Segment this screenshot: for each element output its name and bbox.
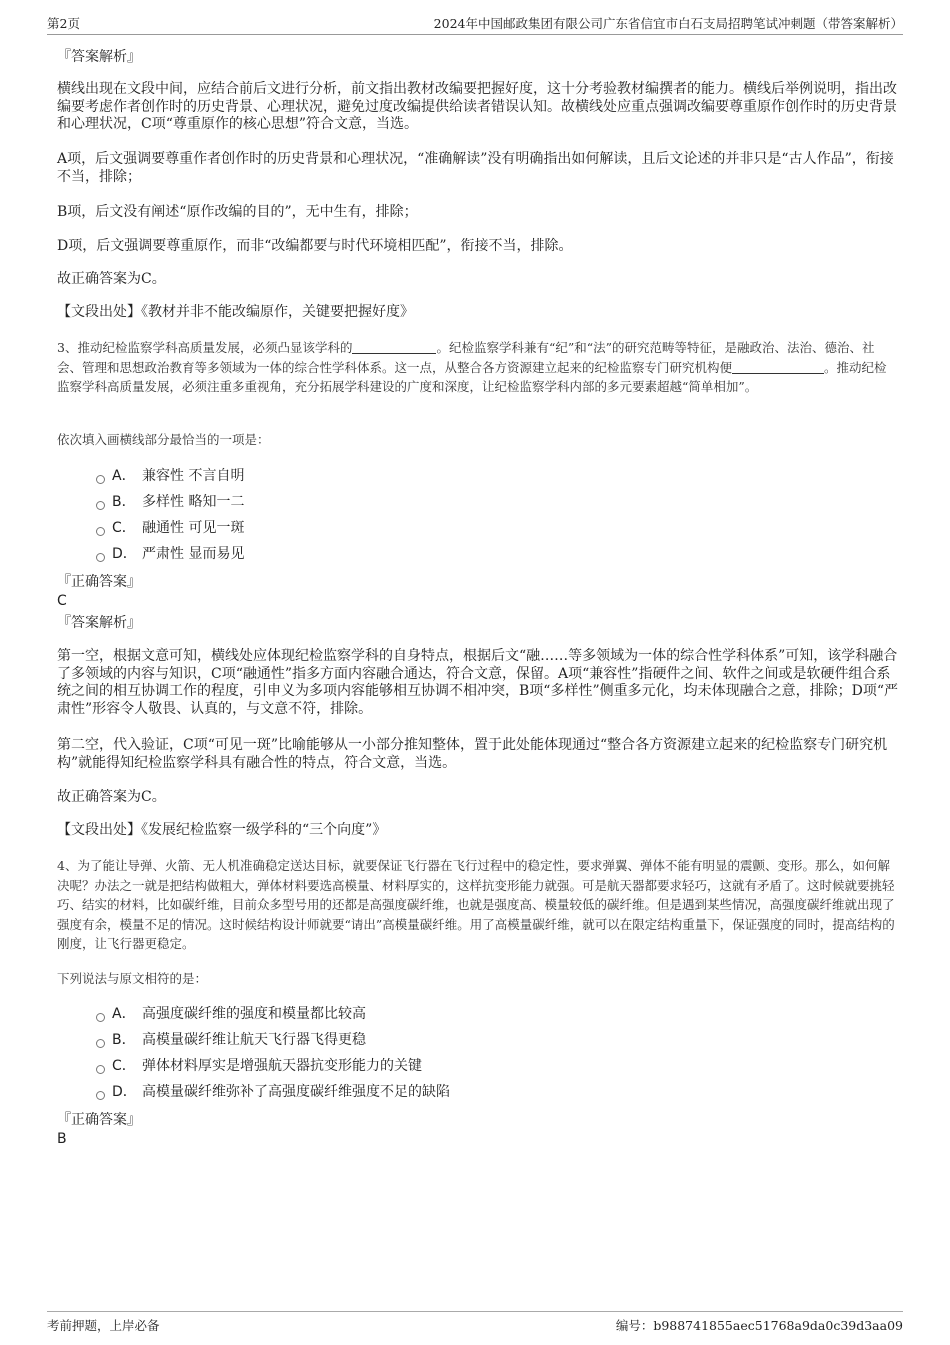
- q3-analysis-label: 『答案解析』: [57, 615, 141, 631]
- q2-analysis-p1: 横线出现在文段中间，应结合前后文进行分析，前文指出教材改编要把握好度，这十分考验教材编撰者的能力。横线后举例说明，指出改编要考虑作者创作时的历史背景、心理状况，避免过度改编提供给读者错误认知。故横线处应重点强调改编要尊重原作创作时的历史背景和心理状况，C项“尊重原作的核心思想”符合文意，当选。: [57, 81, 897, 132]
- q2-analysis-p2: A项，后文强调要尊重作者创作时的历史背景和心理状况，“准确解读”没有明确指出如何解读，且后文论述的并非只是“古人作品”，衔接不当，排除；: [57, 151, 894, 185]
- document-id: 编号：b988741855aec51768a9da0c39d3aa09: [615, 1318, 903, 1333]
- q3-stem: [57, 338, 899, 397]
- page-number: 第2页: [47, 16, 80, 31]
- q3-option-c[interactable]: C． 融通性 可见一斑: [96, 518, 244, 538]
- page-header: [47, 14, 903, 35]
- radio-button[interactable]: [96, 1013, 105, 1022]
- q3-answer: C: [57, 593, 67, 609]
- q3-blank-1: [352, 340, 436, 354]
- q3-prompt: 依次填入画横线部分最恰当的一项是：: [57, 432, 270, 447]
- q4-option-d[interactable]: D． 高模量碳纤维弥补了高强度碳纤维强度不足的缺陷: [96, 1082, 450, 1102]
- q4-option-b[interactable]: B． 高模量碳纤维让航天飞行器飞得更稳: [96, 1030, 366, 1050]
- document-title: 2024年中国邮政集团有限公司广东省信宜市白石支局招聘笔试冲刺题（带答案解析）: [433, 16, 903, 31]
- radio-button[interactable]: [96, 553, 105, 562]
- radio-button[interactable]: [96, 1065, 105, 1074]
- q3-blank-2: [732, 360, 824, 374]
- q2-source: 【文段出处】《教材并非不能改编原作，关键要把握好度》: [57, 304, 414, 320]
- radio-button[interactable]: [96, 501, 105, 510]
- q4-answer: B: [57, 1131, 67, 1147]
- q3-source: 【文段出处】《发展纪检监察一级学科的“三个向度”》: [57, 822, 387, 838]
- footer-slogan: 考前押题，上岸必备: [47, 1318, 160, 1333]
- radio-button[interactable]: [96, 527, 105, 536]
- q3-option-a[interactable]: A． 兼容性 不言自明: [96, 466, 244, 486]
- q4-prompt: 下列说法与原文相符的是：: [57, 971, 208, 986]
- q4-option-c[interactable]: C． 弹体材料厚实是增强航天器抗变形能力的关键: [96, 1056, 422, 1076]
- radio-button[interactable]: [96, 475, 105, 484]
- radio-button[interactable]: [96, 1091, 105, 1100]
- q3-analysis-p1: 第一空，根据文意可知，横线处应体现纪检监察学科的自身特点，根据后文“融……等多领域为一体的综合性学科体系”可知，该学科融合了多领域的内容与知识，C项“融通性”指多方面内容融合通达，符合文意，保留。A项“兼容性”指硬件之间、软件之间或是软硬件组合系统之间的相互协调工作的程度，引申义为多项内容能够相互协调不相冲突，B项“多样性”侧重多元化，均未体现融合之意，排除；D项“严肃性”形容令人敬畏、认真的，与文意不符，排除。: [57, 648, 898, 717]
- radio-button[interactable]: [96, 1039, 105, 1048]
- page-footer: [47, 1311, 903, 1336]
- q2-conclusion: 故正确答案为C。: [57, 271, 166, 287]
- q3-answer-label: 『正确答案』: [57, 574, 141, 590]
- q2-analysis-label: 『答案解析』: [57, 49, 141, 65]
- q3-option-d[interactable]: D． 严肃性 显而易见: [96, 544, 244, 564]
- q3-option-b[interactable]: B． 多样性 略知一二: [96, 492, 244, 512]
- q3-stem-part-c: 。推动纪检监察学科高质量发展，必须注重多重视角，充分拓展学科建设的广度和深度，让纪检监察学科内部的多元要素超越“简单相加”。: [57, 359, 887, 394]
- q3-stem-part-b: 。纪检监察学科兼有“纪”和“法”的研究范畴等特征，是融政治、法治、德治、社会、管理和思想政治教育等多领域为一体的综合性学科体系。这一点，从整合各方资源建立起来的纪检监察专门研究机构便: [57, 340, 875, 375]
- q2-analysis-p4: D项，后文强调要尊重原作，而非“改编都要与时代环境相匹配”，衔接不当，排除。: [57, 238, 573, 254]
- q4-option-a[interactable]: A． 高强度碳纤维的强度和模量都比较高: [96, 1004, 366, 1024]
- q4-answer-label: 『正确答案』: [57, 1112, 141, 1128]
- q2-analysis-p3: B项，后文没有阐述“原作改编的目的”，无中生有，排除；: [57, 204, 418, 220]
- q3-analysis-p2: 第二空，代入验证，C项“可见一斑”比喻能够从一小部分推知整体，置于此处能体现通过“整合各方资源建立起来的纪检监察专门研究机构”就能得知纪检监察学科具有融合性的特点，符合文意，当选。: [57, 737, 888, 771]
- q3-conclusion: 故正确答案为C。: [57, 789, 166, 805]
- q3-stem-part-a: 3、推动纪检监察学科高质量发展，必须凸显该学科的: [57, 340, 353, 355]
- q4-stem: 4、为了能让导弹、火箭、无人机准确稳定送达目标，就要保证飞行器在飞行过程中的稳定性，要求弹翼、弹体不能有明显的震颤、变形。那么，如何解决呢？办法之一就是把结构做粗大，弹体材料要选高模量、材料厚实的，这样抗变形能力就强。可是航天器都要求轻巧，这就有矛盾了。这时候就要挑轻巧、结实的材料，比如碳纤维，目前众多型号用的还都是高强度碳纤维，也就是强度高、模量较低的碳纤维。但是遇到某些情况，高强度碳纤维就出现了强度有余，模量不足的情况。这时候结构设计师就要“请出”高模量碳纤维。用了高模量碳纤维，就可以在限定结构重量下，保证强度的同时，提高结构的刚度，让飞行器更稳定。: [57, 858, 895, 951]
